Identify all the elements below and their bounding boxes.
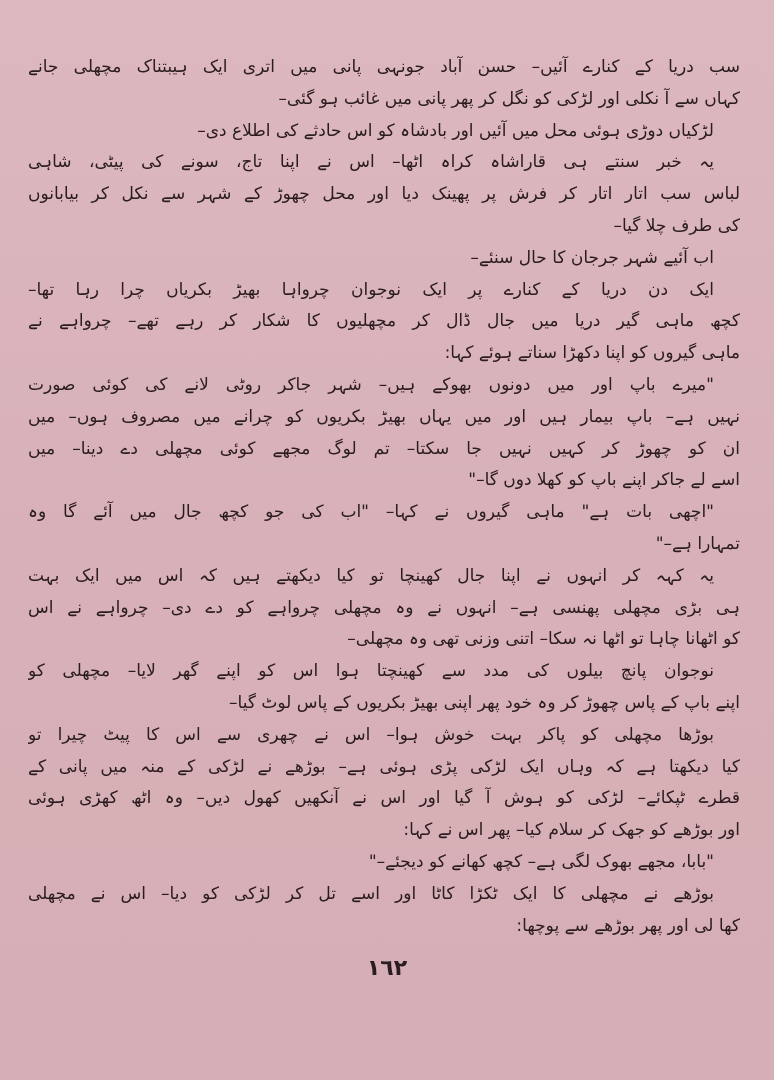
text-line: یہ خبر سنتے ہی قاراشاہ کراہ اٹھا– اس نے اپنا تاج، سونے کی پیٹی، شاہی	[28, 152, 714, 173]
text-line: ماہی گیروں کو اپنا دکھڑا سناتے ہوئے کہا:	[444, 343, 740, 364]
text-line: بوڑھے نے مچھلی کا ایک ٹکڑا کاٹا اور اسے تل کر لڑکی کو دیا– اس نے مچھلی	[28, 883, 714, 904]
text-line: ان کو چھوڑ کر کہیں نہیں جا سکتا– تم لوگ مجھے کوئی مچھلی دے دینا– میں	[28, 438, 740, 459]
text-line: تمہارا ہے–"	[655, 533, 740, 554]
text-line: اپنے باپ کے پاس چھوڑ کر وہ خود پھر اپنی بھیڑ بکریوں کے پاس لوٹ گیا–	[229, 692, 740, 713]
text-line: لڑکیاں دوڑی ہوئی محل میں آئیں اور بادشاہ کو اس حادثے کی اطلاع دی–	[197, 120, 714, 141]
text-line: نہیں ہے– باپ بیمار ہیں اور میں یہاں بھیڑ بکریوں کو چرانے میں مصروف ہوں– میں	[28, 406, 740, 427]
text-line: "بابا، مجھے بھوک لگی ہے– کچھ کھانے کو دیجئے–"	[368, 851, 714, 872]
text-line: کی طرف چلا گیا–	[613, 215, 740, 236]
text-line: "اچھی بات ہے" ماہی گیروں نے کہا– "اب کی جو کچھ جال میں آئے گا وہ	[28, 502, 714, 523]
text-line: "میرے باپ اور میں دونوں بھوکے ہیں– شہر جاکر روٹی لانے کی کوئی صورت	[28, 374, 714, 395]
text-line: سب دریا کے کنارے آئیں– حسن آباد جونہی پانی میں اتری ایک ہیبتناک مچھلی جانے	[28, 57, 740, 77]
text-line: کچھ ماہی گیر دریا میں جال ڈال کر مچھلیوں کا شکار کر رہے تھے– چرواہے نے	[28, 311, 740, 332]
text-line: لباس سب اتار اتار کر فرش پر پھینک دیا اور محل چھوڑ کے شہر سے نکل کر بیابانوں	[28, 184, 740, 205]
text-line: ہی بڑی مچھلی پھنسی ہے– انہوں نے وہ مچھلی چرواہے کو دے دی– چرواہے نے اس	[28, 597, 740, 618]
text-line: ایک دن دریا کے کنارے پر ایک نوجوان چرواہا بھیڑ بکریاں چرا رہا تھا–	[28, 279, 714, 300]
text-line: کیا دیکھتا ہے کہ وہاں ایک لڑکی پڑی ہوئی ہے– بوڑھے نے لڑکی کے منہ میں پانی کے	[28, 756, 740, 777]
text-line: نوجوان پانچ بیلوں کی مدد سے کھینچتا ہوا اس کو اپنے گھر لایا– مچھلی کو	[28, 661, 714, 682]
text-line: کو اٹھانا چاہا تو اٹھا نہ سکا– اتنی وزنی تھی وہ مچھلی–	[347, 629, 740, 650]
text-line: قطرے ٹپکائے– لڑکی کو ہوش آ گیا اور اس نے آنکھیں کھول دیں– وہ اٹھ کھڑی ہوئی	[28, 788, 740, 809]
page-body-text	[28, 52, 740, 942]
text-line: کہاں سے آ نکلی اور لڑکی کو نگل کر پھر پانی میں غائب ہو گئی–	[278, 88, 740, 109]
text-line: اور بوڑھے کو جھک کر سلام کیا– پھر اس نے کہا:	[403, 820, 740, 841]
page-number: ١٦٢	[366, 956, 408, 981]
text-line: یہ کہہ کر انہوں نے اپنا جال کھینچا تو کیا دیکھتے ہیں کہ اس میں ایک بہت	[28, 565, 714, 586]
text-line: کھا لی اور پھر بوڑھے سے پوچھا:	[516, 915, 740, 936]
text-line: اسے لے جاکر اپنے باپ کو کھلا دوں گا–"	[468, 470, 740, 491]
text-line: بوڑھا مچھلی کو پاکر بہت خوش ہوا– اس نے چھری سے اس کا پیٹ چیرا تو	[28, 724, 714, 745]
text-line: اب آئیے شہر جرجان کا حال سنئے–	[470, 247, 714, 268]
